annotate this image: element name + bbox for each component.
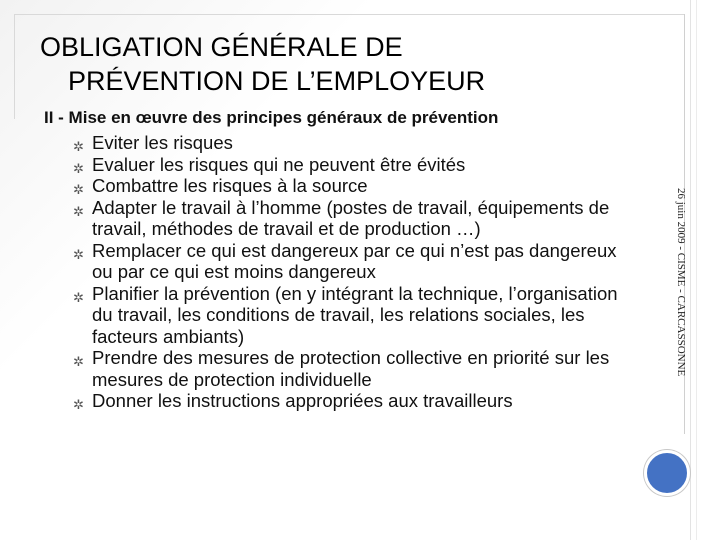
frame-line-left	[14, 14, 15, 119]
list-item	[70, 390, 618, 412]
list-item-text: Planifier la prévention (en y intégrant la technique, l’organisation du travail, les conditions de travail, les relations sociales, les facteurs ambiants)	[92, 282, 618, 347]
list-item-text: Evaluer les risques qui ne peuvent être évités	[92, 153, 466, 175]
list-item-text: Adapter le travail à l’homme (postes de travail, équipements de travail, méthodes de travail et de production …)	[92, 196, 610, 239]
frame-line-right-outer	[690, 0, 691, 540]
sun-bullet-icon: ✲	[73, 397, 84, 412]
slide-title-line2: PRÉVENTION DE L’EMPLOYEUR	[68, 66, 486, 96]
sun-bullet-icon: ✲	[73, 289, 84, 305]
side-date-label: 26 juin 2009 - CISME - CARCASSONNE	[675, 188, 687, 377]
list-item-text: Donner les instructions appropriées aux travailleurs	[92, 390, 513, 411]
sun-bullet-icon: ✲	[73, 246, 84, 262]
sun-bullet-icon: ✲	[73, 182, 84, 197]
sun-bullet-icon: ✲	[73, 203, 84, 219]
list-item-text: Eviter les risques	[92, 132, 233, 153]
section-subtitle: II - Mise en œuvre des principes généraux de prévention	[44, 108, 499, 127]
sun-bullet-icon: ✲	[73, 139, 84, 154]
list-item	[70, 132, 618, 154]
list-item-text: Remplacer ce qui est dangereux par ce qui n’est pas dangereux ou par ce qui est moins dangereux	[92, 239, 617, 282]
list-item-text: Combattre les risques à la source	[92, 175, 368, 196]
list-item	[70, 197, 618, 240]
sun-bullet-icon: ✲	[73, 160, 84, 176]
frame-line-right-edge	[696, 0, 697, 540]
sun-bullet-icon: ✲	[73, 354, 84, 369]
slide-title-line1: OBLIGATION GÉNÉRALE DE	[40, 32, 403, 62]
principles-list	[70, 132, 618, 412]
list-item	[70, 240, 618, 283]
list-item	[70, 347, 618, 390]
list-item	[70, 175, 618, 197]
decorative-circle	[644, 450, 690, 496]
frame-line-top	[14, 14, 684, 15]
list-item	[70, 283, 618, 348]
list-item	[70, 154, 618, 176]
list-item-text: Prendre des mesures de protection collective en priorité sur les mesures de protection individuelle	[92, 347, 610, 390]
slide-title	[40, 30, 660, 98]
